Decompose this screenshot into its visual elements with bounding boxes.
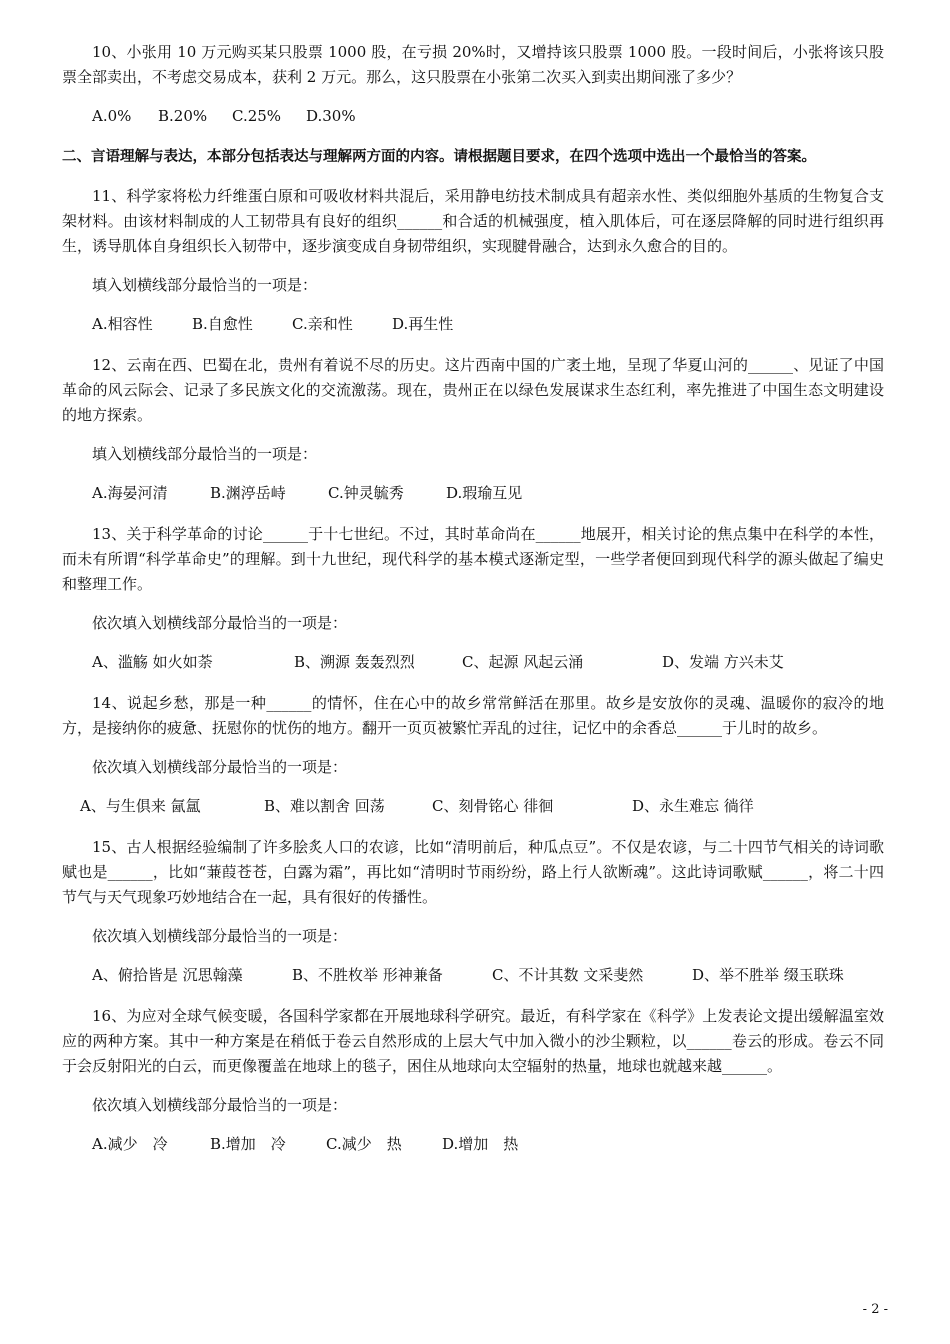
- question-10-text: 10、小张用 10 万元购买某只股票 1000 股，在亏损 20%时，又增持该只股票 1000 股。一段时间后，小张将该只股票全部卖出，不考虑交易成本，获利 2 万元。那么，这只股票在小张第二次买入到卖出期间涨了多少？: [62, 43, 884, 86]
- option-c: C.亲和性: [292, 315, 353, 333]
- option-c: C.25%: [232, 107, 282, 125]
- option-a: A.0%: [92, 107, 132, 125]
- option-b: B、不胜枚举 形神兼备: [292, 966, 443, 984]
- question-16-instruction: 依次填入划横线部分最恰当的一项是：: [92, 1096, 348, 1114]
- option-b: B.渊渟岳峙: [210, 484, 286, 502]
- option-d: D、举不胜举 缀玉联珠: [692, 966, 844, 984]
- option-d: D、发端 方兴未艾: [662, 653, 784, 671]
- question-16-options: [62, 1132, 884, 1157]
- question-11-instruction: 填入划横线部分最恰当的一项是：: [92, 276, 318, 294]
- question-12-text: 12、云南在西、巴蜀在北，贵州有着说不尽的历史。这片西南中国的广袤土地，呈现了华夏山河的______、见证了中国革命的风云际会、记录了多民族文化的交流激荡。现在，贵州正在以绿色发展谋求生态红利，率先推进了中国生态文明建设的地方探索。: [62, 356, 884, 424]
- option-a: A.相容性: [92, 315, 153, 333]
- option-c: C.减少 热: [326, 1135, 402, 1153]
- option-b: B.增加 冷: [210, 1135, 286, 1153]
- option-b: B、溯源 轰轰烈烈: [294, 653, 415, 671]
- option-c: C、不计其数 文采斐然: [492, 966, 644, 984]
- question-16-text: 16、为应对全球气候变暖，各国科学家都在开展地球科学研究。最近，有科学家在《科学》上发表论文提出缓解温室效应的两种方案。其中一种方案是在稍低于卷云自然形成的上层大气中加入微小的沙尘颗粒，以______卷云的形成。卷云不同于会反射阳光的白云，而更像覆盖在地球上的毯子，困住从地球向太空辐射的热量，地球也就越来越______。: [62, 1007, 884, 1075]
- question-12-instruction: 填入划横线部分最恰当的一项是：: [92, 445, 318, 463]
- question-11-text: 11、科学家将松力纤维蛋白原和可吸收材料共混后，采用静电纺技术制成具有超亲水性、类似细胞外基质的生物复合支架材料。由该材料制成的人工韧带具有良好的组织______和合适的机械强度，植入肌体后，可在逐层降解的同时进行组织再生，诱导肌体自身组织长入韧带中，逐步演变成自身韧带组织，实现腱骨融合，达到永久愈合的目的。: [62, 187, 884, 255]
- option-d: D.瑕瑜互见: [446, 484, 523, 502]
- question-14-instruction: 依次填入划横线部分最恰当的一项是：: [92, 758, 348, 776]
- option-a: A、滥觞 如火如荼: [92, 653, 213, 671]
- question-12-options: [62, 481, 884, 506]
- option-d: D.增加 热: [442, 1135, 519, 1153]
- document-page: [62, 40, 884, 1173]
- question-14-options: [62, 794, 884, 819]
- question-15-options: [62, 963, 884, 988]
- question-13-options: [62, 650, 884, 675]
- question-13-text: 13、关于科学革命的讨论______于十七世纪。不过，其时革命尚在______地展开，相关讨论的焦点集中在科学的本性，而未有所谓“科学革命史”的理解。到十九世纪，现代科学的基本模式逐渐定型，一些学者便回到现代科学的源头做起了编史和整理工作。: [62, 525, 884, 593]
- option-c: C.钟灵毓秀: [328, 484, 404, 502]
- question-10-options: [62, 104, 884, 129]
- option-d: D.30%: [306, 107, 356, 125]
- question-11-options: [62, 312, 884, 337]
- option-a: A.减少 冷: [92, 1135, 168, 1153]
- option-d: D、永生难忘 徜徉: [632, 797, 754, 815]
- section-2-heading: 二、言语理解与表达，本部分包括表达与理解两方面的内容。请根据题目要求，在四个选项中选出一个最恰当的答案。: [62, 149, 816, 165]
- option-a: A.海晏河清: [92, 484, 168, 502]
- question-15-instruction: 依次填入划横线部分最恰当的一项是：: [92, 927, 348, 945]
- question-15-text: 15、古人根据经验编制了许多脍炙人口的农谚，比如“清明前后，种瓜点豆”。不仅是农谚，与二十四节气相关的诗词歌赋也是______，比如“蒹葭苍苍，白露为霜”，再比如“清明时节雨纷纷，路上行人欲断魂”。这此诗词歌赋______，将二十四节气与天气现象巧妙地结合在一起，具有很好的传播性。: [62, 838, 884, 906]
- option-b: B.20%: [158, 107, 208, 125]
- option-a: A、俯拾皆是 沉思翰藻: [92, 966, 243, 984]
- option-d: D.再生性: [392, 315, 454, 333]
- option-b: B.自愈性: [192, 315, 253, 333]
- option-c: C、起源 风起云涌: [462, 653, 584, 671]
- option-a: A、与生俱来 氤氲: [80, 797, 201, 815]
- option-c: C、刻骨铭心 徘徊: [432, 797, 554, 815]
- page-number: - 2 -: [862, 1302, 888, 1317]
- option-b: B、难以割舍 回荡: [264, 797, 385, 815]
- question-13-instruction: 依次填入划横线部分最恰当的一项是：: [92, 614, 348, 632]
- question-14-text: 14、说起乡愁，那是一种______的情怀，住在心中的故乡常常鲜活在那里。故乡是安放你的灵魂、温暖你的寂冷的地方，是接纳你的疲惫、抚慰你的忧伤的地方。翻开一页页被繁忙弄乱的过往，记忆中的余香总______于儿时的故乡。: [62, 694, 884, 737]
